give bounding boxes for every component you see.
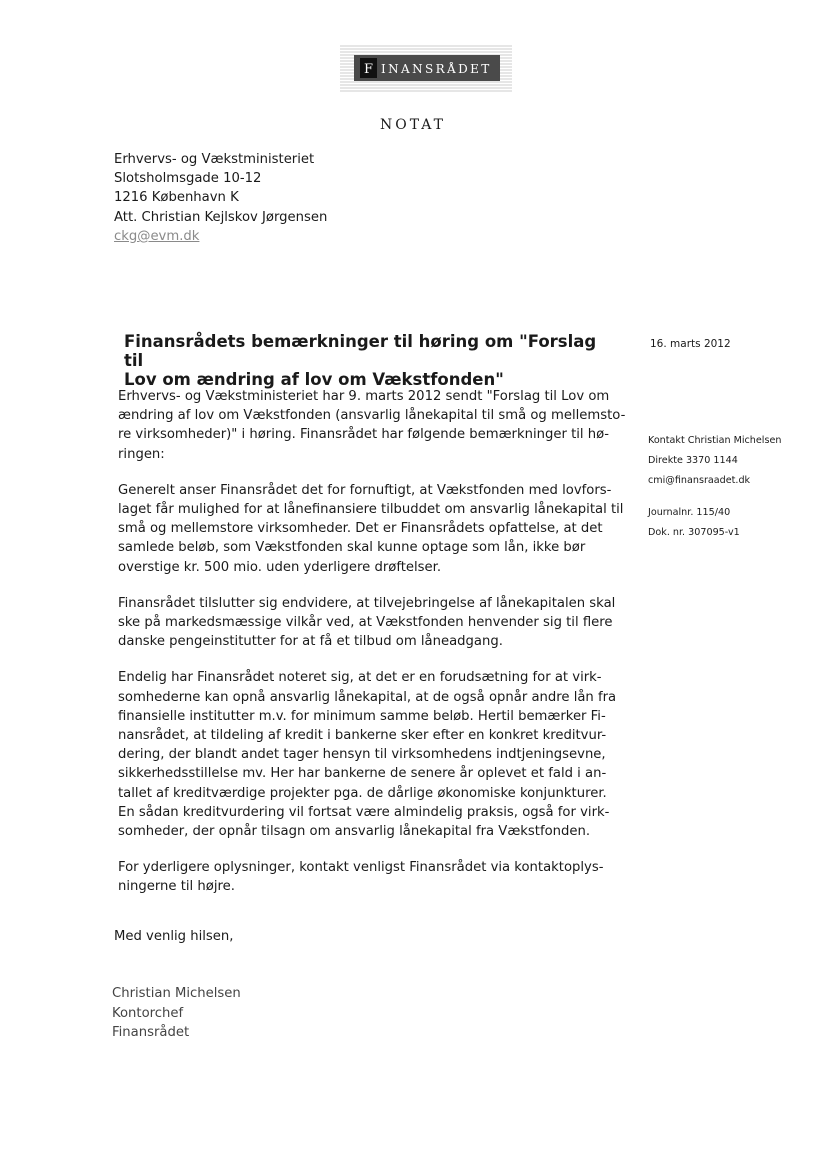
logo-text: INANSRÅDET — [381, 62, 492, 76]
logo-letter: F — [363, 62, 374, 77]
paragraph — [118, 668, 618, 841]
text-line: ændring af lov om Vækstfonden (ansvarlig lånekapital til små og mellemsto- — [118, 408, 626, 424]
journal-number: Journalnr. 115/40 — [648, 507, 731, 518]
text-line: Endelig har Finansrådet noteret sig, at det er en forudsætning for at virk- — [118, 670, 602, 686]
text-line: For yderligere oplysninger, kontakt venligst Finansrådet via kontaktoplys- — [118, 860, 604, 876]
recipient-address — [114, 150, 327, 246]
paragraph — [118, 594, 618, 652]
text-line: nansrådet, at tildeling af kredit i bankerne sker efter en konkret kreditvur- — [118, 728, 607, 744]
text-line: sikkerhedsstillelse mv. Her har bankerne de senere år oplevet et fald i an- — [118, 766, 607, 782]
text-line: ske på markedsmæssige vilkår ved, at Vækstfonden henvender sig til flere — [118, 615, 613, 631]
title-line: Lov om ændring af lov om Vækstfonden" — [124, 370, 504, 389]
contact-person: Kontakt Christian Michelsen — [648, 435, 782, 446]
text-line: somhederne kan opnå ansvarlig lånekapital, at de også opnår andre lån fra — [118, 689, 617, 705]
text-line: somheder, der opnår tilsagn om ansvarlig lånekapital fra Vækstfonden. — [118, 824, 591, 840]
text-line: laget får mulighed for at lånefinansiere tilbuddet om ansvarlig lånekapital til — [118, 502, 624, 518]
finansraadet-logo — [340, 45, 512, 93]
signatory-organization: Finansrådet — [112, 1025, 190, 1041]
text-line: ningerne til højre. — [118, 879, 235, 895]
signatory-name: Christian Michelsen — [112, 986, 241, 1001]
signature-block — [112, 984, 241, 1043]
letter-body — [118, 387, 626, 914]
contact-sidebar — [648, 431, 781, 543]
signatory-position: Kontorchef — [112, 1005, 184, 1021]
title-line: Finansrådets bemærkninger til høring om "Forslag til — [124, 332, 597, 370]
recipient-line: 1216 København K — [114, 190, 239, 206]
closing-salutation: Med venlig hilsen, — [114, 929, 234, 944]
text-line: dering, der blandt andet tager hensyn til virksomhedens indtjeningsevne, — [118, 747, 606, 763]
text-line: ringen: — [118, 446, 165, 462]
text-line: tallet af kreditværdige projekter pga. de dårlige økonomiske konjunkturer. — [118, 785, 607, 801]
document-date: 16. marts 2012 — [650, 338, 731, 350]
text-line: finansielle institutter m.v. for minimum samme beløb. Hertil bemærker Fi- — [118, 708, 606, 724]
text-line: Finansrådet tilslutter sig endvidere, at tilvejebringelse af lånekapitalen skal — [118, 595, 616, 611]
text-line: overstige kr. 500 mio. uden yderligere drøftelser. — [118, 559, 442, 575]
text-line: danske pengeinstitutter for at få et tilbud om låneadgang. — [118, 634, 503, 650]
document-number: Dok. nr. 307095-v1 — [648, 527, 740, 538]
direct-phone: Direkte 3370 1144 — [648, 455, 738, 466]
recipient-line: Slotsholmsgade 10-12 — [114, 171, 262, 187]
text-line: re virksomheder)" i høring. Finansrådet har følgende bemærkninger til hø- — [118, 427, 609, 443]
recipient-email-link[interactable]: ckg@evm.dk — [114, 228, 200, 244]
text-line: Erhvervs- og Vækstministeriet har 9. marts 2012 sendt "Forslag til Lov om — [118, 389, 610, 404]
recipient-line: Erhvervs- og Vækstministeriet — [114, 152, 315, 167]
document-title — [124, 332, 604, 389]
text-line: Generelt anser Finansrådet det for fornuftigt, at Vækstfonden med lovfors- — [118, 482, 612, 498]
paragraph — [118, 858, 618, 896]
document-type: NOTAT — [380, 117, 446, 133]
contact-email: cmi@finansraadet.dk — [648, 475, 751, 486]
paragraph — [118, 387, 626, 464]
text-line: samlede beløb, som Vækstfonden skal kunne optage som lån, ikke bør — [118, 540, 586, 556]
recipient-line: Att. Christian Kejlskov Jørgensen — [114, 209, 328, 225]
paragraph — [118, 481, 624, 577]
text-line: små og mellemstore virksomheder. Det er Finansrådets opfattelse, at det — [118, 521, 603, 537]
text-line: En sådan kreditvurdering vil fortsat være almindelig praksis, også for virk- — [118, 804, 610, 820]
